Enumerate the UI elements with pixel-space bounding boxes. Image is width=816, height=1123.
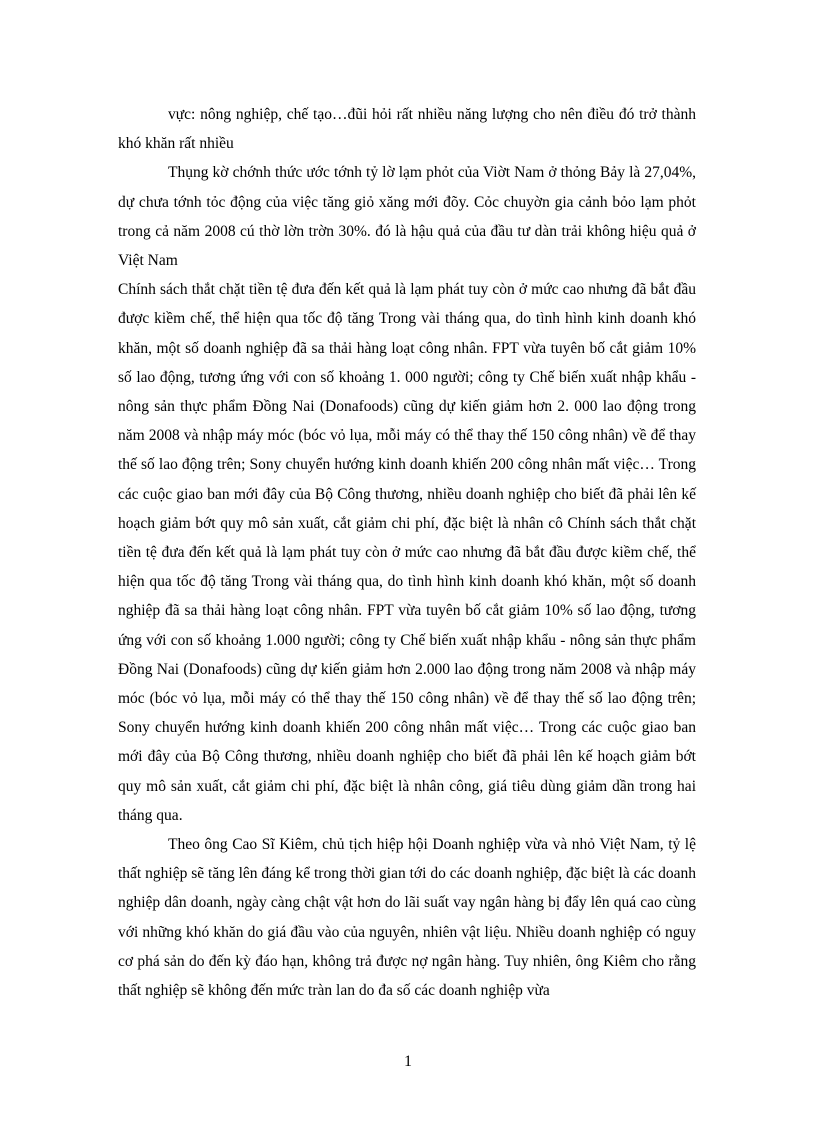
page-number: 1 [404, 1053, 412, 1070]
paragraph-energy-difficulty: vực: nông nghiệp, chế tạo…đũi hỏi rất nhiều năng lượng cho nên điều đó trở thành khó khăn rất nhiều [118, 106, 696, 153]
paragraph-unemployment: Theo ông Cao Sĩ Kiêm, chủ tịch hiệp hội Doanh nghiệp vừa và nhỏ Việt Nam, tỷ lệ thất nghiệp sẽ tăng lên đáng kể trong thời gian tới do các doanh nghiệp, đặc biệt là các doanh nghiệp dân doanh, ngày càng chật vật hơn do lãi suất vay ngân hàng bị đẩy lên quá cao cùng với những khó khăn do giá đầu vào của nguyên, nhiên vật liệu. Nhiều doanh nghiệp có nguy cơ phá sản do đến kỳ đáo hạn, không trả được nợ ngân hàng. Tuy nhiên, ông Kiêm cho rằng thất nghiệp sẽ không đến mức tràn lan do đa số các doanh nghiệp vừa [118, 836, 696, 1000]
paragraph-inflation-statistics: Thụng kờ chớnh thức ước tớnh tỷ lờ lạm phỏt của Viờt Nam ở thỏng Bảy là 27,04%, dự chưa tớnh tỏc động của việc tăng giỏ xăng mới đõy. Cỏc chuyờn gia cảnh bỏo lạm phỏt trong cả năm 2008 cú thờ lờn trờn 30%. đó là hậu quả của đầu tư dàn trải không hiệu quả ở Việt Nam [118, 164, 696, 270]
paragraph-monetary-policy: Chính sách thắt chặt tiền tệ đưa đến kết quả là lạm phát tuy còn ở mức cao nhưng đã bắt đầu được kiềm chế, thể hiện qua tốc độ tăng Trong vài tháng qua, do tình hình kinh doanh khó khăn, một số doanh nghiệp đã sa thải hàng loạt công nhân. FPT vừa tuyên bố cắt giảm 10% số lao động, tương ứng với con số khoảng 1. 000 người; công ty Chế biến xuất nhập khẩu - nông sản thực phẩm Đồng Nai (Donafoods) cũng dự kiến giảm hơn 2. 000 lao động trong năm 2008 và nhập máy móc (bóc vỏ lụa, mỗi máy có thể thay thế 150 công nhân) về để thay thế số lao động trên; Sony chuyển hướng kinh doanh khiến 200 công nhân mất việc… Trong các cuộc giao ban mới đây của Bộ Công thương, nhiều doanh nghiệp cho biết đã phải lên kế hoạch giảm bớt quy mô sản xuất, cắt giảm chi phí, đặc biệt là nhân cô Chính sách thắt chặt tiền tệ đưa đến kết quả là lạm phát tuy còn ở mức cao nhưng đã bắt đầu được kiềm chế, thể hiện qua tốc độ tăng Trong vài tháng qua, do tình hình kinh doanh khó khăn, một số doanh nghiệp đã sa thải hàng loạt công nhân. FPT vừa tuyên bố cắt giảm 10% số lao động, tương ứng với con số khoảng 1.000 người; công ty Chế biến xuất nhập khẩu - nông sản thực phẩm Đồng Nai (Donafoods) cũng dự kiến giảm hơn 2.000 lao động trong năm 2008 và nhập máy móc (bóc vỏ lụa, mỗi máy có thể thay thế 150 công nhân) về để thay thế số lao động trên; Sony chuyển hướng kinh doanh khiến 200 công nhân mất việc… Trong các cuộc giao ban mới đây của Bộ Công thương, nhiều doanh nghiệp cho biết đã phải lên kế hoạch giảm bớt quy mô sản xuất, cắt giảm chi phí, đặc biệt là nhân công, giá tiêu dùng giảm dần trong hai tháng qua. [118, 281, 696, 824]
document-body [118, 100, 696, 1005]
